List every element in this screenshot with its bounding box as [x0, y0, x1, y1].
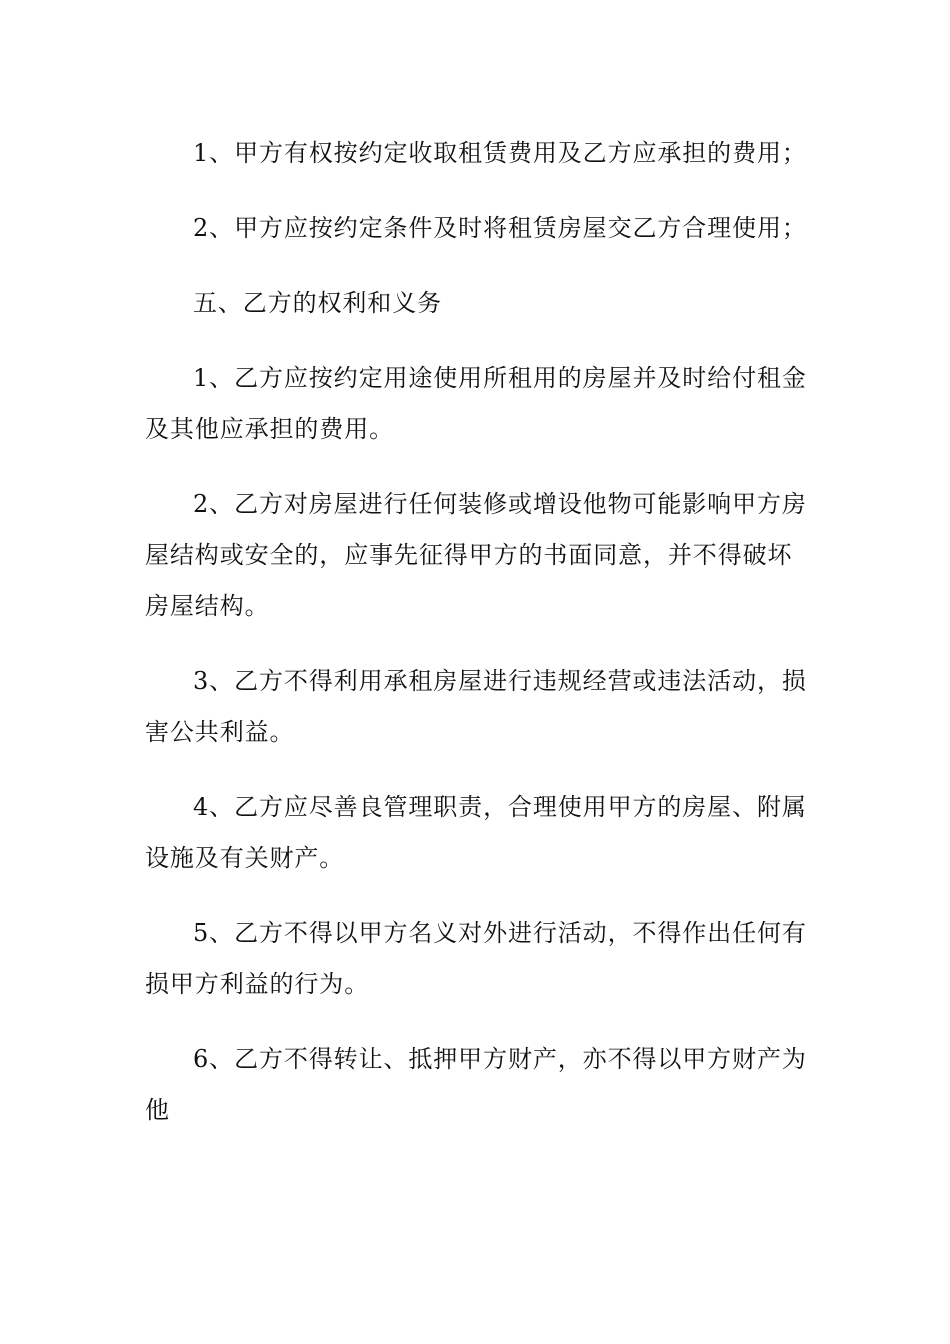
section-heading-tenant-rights: 五、乙方的权利和义务: [193, 289, 442, 317]
paragraph-landlord-duty-2: 2、甲方应按约定条件及时将租赁房屋交乙方合理使用；: [193, 214, 807, 242]
document-body: [145, 128, 809, 1160]
paragraph-tenant-3: 3、乙方不得利用承租房屋进行违规经营或违法活动，损害公共利益。: [145, 667, 807, 746]
paragraph-tenant-4: 4、乙方应尽善良管理职责，合理使用甲方的房屋、附属设施及有关财产。: [145, 793, 807, 872]
paragraph-tenant-5: 5、乙方不得以甲方名义对外进行活动，不得作出任何有损甲方利益的行为。: [145, 919, 807, 998]
paragraph-landlord-right-1: 1、甲方有权按约定收取租赁费用及乙方应承担的费用；: [193, 139, 807, 167]
paragraph-tenant-1: 1、乙方应按约定用途使用所租用的房屋并及时给付租金及其他应承担的费用。: [145, 364, 807, 443]
paragraph-tenant-6: 6、乙方不得转让、抵押甲方财产，亦不得以甲方财产为他: [145, 1045, 807, 1124]
paragraph-tenant-2: 2、乙方对房屋进行任何装修或增设他物可能影响甲方房屋结构或安全的，应事先征得甲方的书面同意，并不得破坏房屋结构。: [145, 490, 807, 620]
